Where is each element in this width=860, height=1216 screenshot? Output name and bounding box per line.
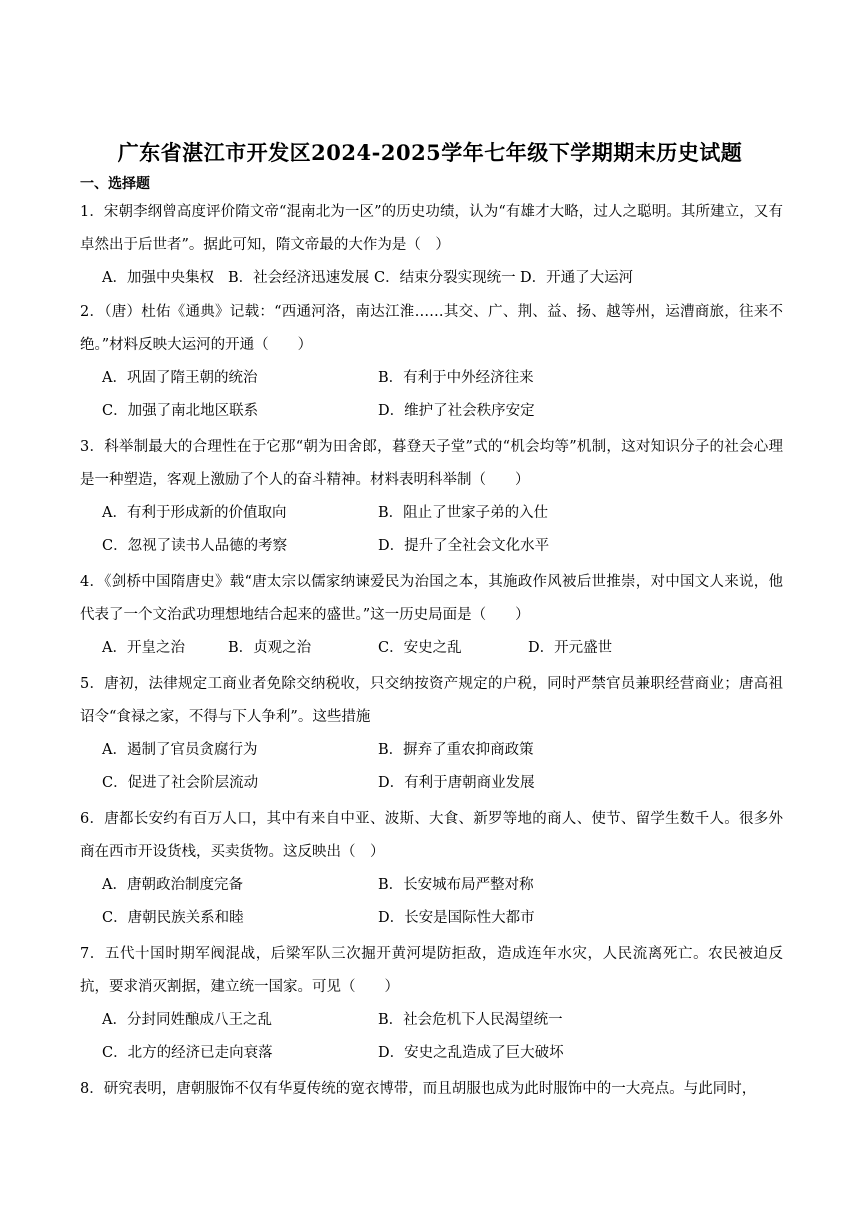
option-a[interactable]: A．开皇之治 — [102, 640, 185, 656]
option-c[interactable]: C．促进了社会阶层流动 — [102, 775, 259, 791]
options-row — [80, 395, 783, 428]
option-c[interactable]: C．安史之乱 — [378, 640, 462, 656]
option-c[interactable]: C．北方的经济已走向衰落 — [102, 1045, 273, 1061]
option-b[interactable]: B．摒弃了重农抑商政策 — [378, 742, 534, 758]
option-d[interactable]: D．安史之乱造成了巨大破坏 — [378, 1045, 564, 1061]
options-row — [80, 362, 783, 395]
option-a[interactable]: A．唐朝政治制度完备 — [102, 877, 243, 893]
question-stem: 7．五代十国时期军阀混战，后梁军队三次掘开黄河堤防拒敌，造成连年水灾，人民流离死亡。农民被迫反抗，要求消灭割据，建立统一国家。可见（ ） — [80, 946, 783, 995]
question-5 — [80, 668, 783, 800]
options-row — [80, 632, 783, 665]
options-row — [80, 734, 783, 767]
question-7 — [80, 938, 783, 1070]
question-stem: 2．（唐）杜佑《通典》记载：“西通河洛，南达江淮……其交、广、荆、益、扬、越等州，运漕商旅，往来不绝。”材料反映大运河的开通（ ） — [80, 304, 783, 353]
options-row — [80, 767, 783, 800]
option-b[interactable]: B．社会危机下人民渴望统一 — [378, 1012, 563, 1028]
option-c[interactable]: C．忽视了读书人品德的考察 — [102, 538, 288, 554]
question-4 — [80, 566, 783, 665]
question-stem: 1．宋朝李纲曾高度评价隋文帝“混南北为一区”的历史功绩，认为“有雄才大略，过人之聪明。其所建立，又有卓然出于后世者”。据此可知，隋文帝最的大作为是（ ） — [80, 204, 783, 253]
options-row — [80, 530, 783, 563]
question-stem: 8．研究表明，唐朝服饰不仅有华夏传统的宽衣博带，而且胡服也成为此时服饰中的一大亮点。与此同时， — [80, 1081, 757, 1097]
option-a[interactable]: A．巩固了隋王朝的统治 — [102, 370, 258, 386]
option-b[interactable]: B．有利于中外经济往来 — [378, 370, 534, 386]
section-heading: 一、选择题 — [80, 176, 150, 192]
page-title: 广东省湛江市开发区2024-2025学年七年级下学期期末历史试题 — [117, 140, 743, 165]
option-d[interactable]: D．开通了大运河 — [520, 270, 634, 286]
options-row — [80, 902, 783, 935]
option-a[interactable]: A．加强中央集权 — [102, 270, 214, 286]
options-row — [80, 497, 783, 530]
option-a[interactable]: A．分封同姓酿成八王之乱 — [102, 1012, 272, 1028]
option-b[interactable]: B．阻止了世家子弟的入仕 — [378, 505, 549, 521]
option-d[interactable]: D．长安是国际性大都市 — [378, 910, 535, 926]
option-c[interactable]: C．加强了南北地区联系 — [102, 403, 259, 419]
question-stem: 4．《剑桥中国隋唐史》载“唐太宗以儒家纳谏爱民为治国之本，其施政作风被后世推崇，对中国文人来说，他代表了一个文治武功理想地结合起来的盛世。”这一历史局面是（ ） — [80, 574, 783, 623]
option-d[interactable]: D．维护了社会秩序安定 — [378, 403, 535, 419]
option-a[interactable]: A．有利于形成新的价值取向 — [102, 505, 287, 521]
question-1 — [80, 196, 783, 295]
option-b[interactable]: B．社会经济迅速发展 — [228, 270, 370, 286]
question-3 — [80, 431, 783, 563]
options-row — [80, 262, 783, 295]
options-row — [80, 869, 783, 902]
question-stem: 6．唐都长安约有百万人口，其中有来自中亚、波斯、大食、新罗等地的商人、使节、留学生数千人。很多外商在西市开设货栈，买卖货物。这反映出（ ） — [80, 811, 783, 860]
options-row — [80, 1037, 783, 1070]
option-a[interactable]: A．遏制了官员贪腐行为 — [102, 742, 258, 758]
question-2 — [80, 296, 783, 428]
option-c[interactable]: C．唐朝民族关系和睦 — [102, 910, 244, 926]
question-6 — [80, 803, 783, 935]
option-d[interactable]: D．有利于唐朝商业发展 — [378, 775, 535, 791]
option-d[interactable]: D．提升了全社会文化水平 — [378, 538, 550, 554]
question-stem: 3．科举制最大的合理性在于它那“朝为田舍郎，暮登天子堂”式的“机会均等”机制，这对知识分子的社会心理是一种塑造，客观上激励了个人的奋斗精神。材料表明科举制（ ） — [80, 439, 783, 488]
option-b[interactable]: B．长安城布局严整对称 — [378, 877, 534, 893]
option-c[interactable]: C．结束分裂实现统一 — [374, 270, 516, 286]
question-stem: 5．唐初，法律规定工商业者免除交纳税收，只交纳按资产规定的户税，同时严禁官员兼职经营商业；唐高祖诏令“食禄之家，不得与下人争利”。这些措施 — [80, 676, 783, 725]
option-d[interactable]: D．开元盛世 — [528, 640, 613, 656]
option-b[interactable]: B．贞观之治 — [228, 640, 312, 656]
options-row — [80, 1004, 783, 1037]
question-8 — [80, 1073, 783, 1106]
